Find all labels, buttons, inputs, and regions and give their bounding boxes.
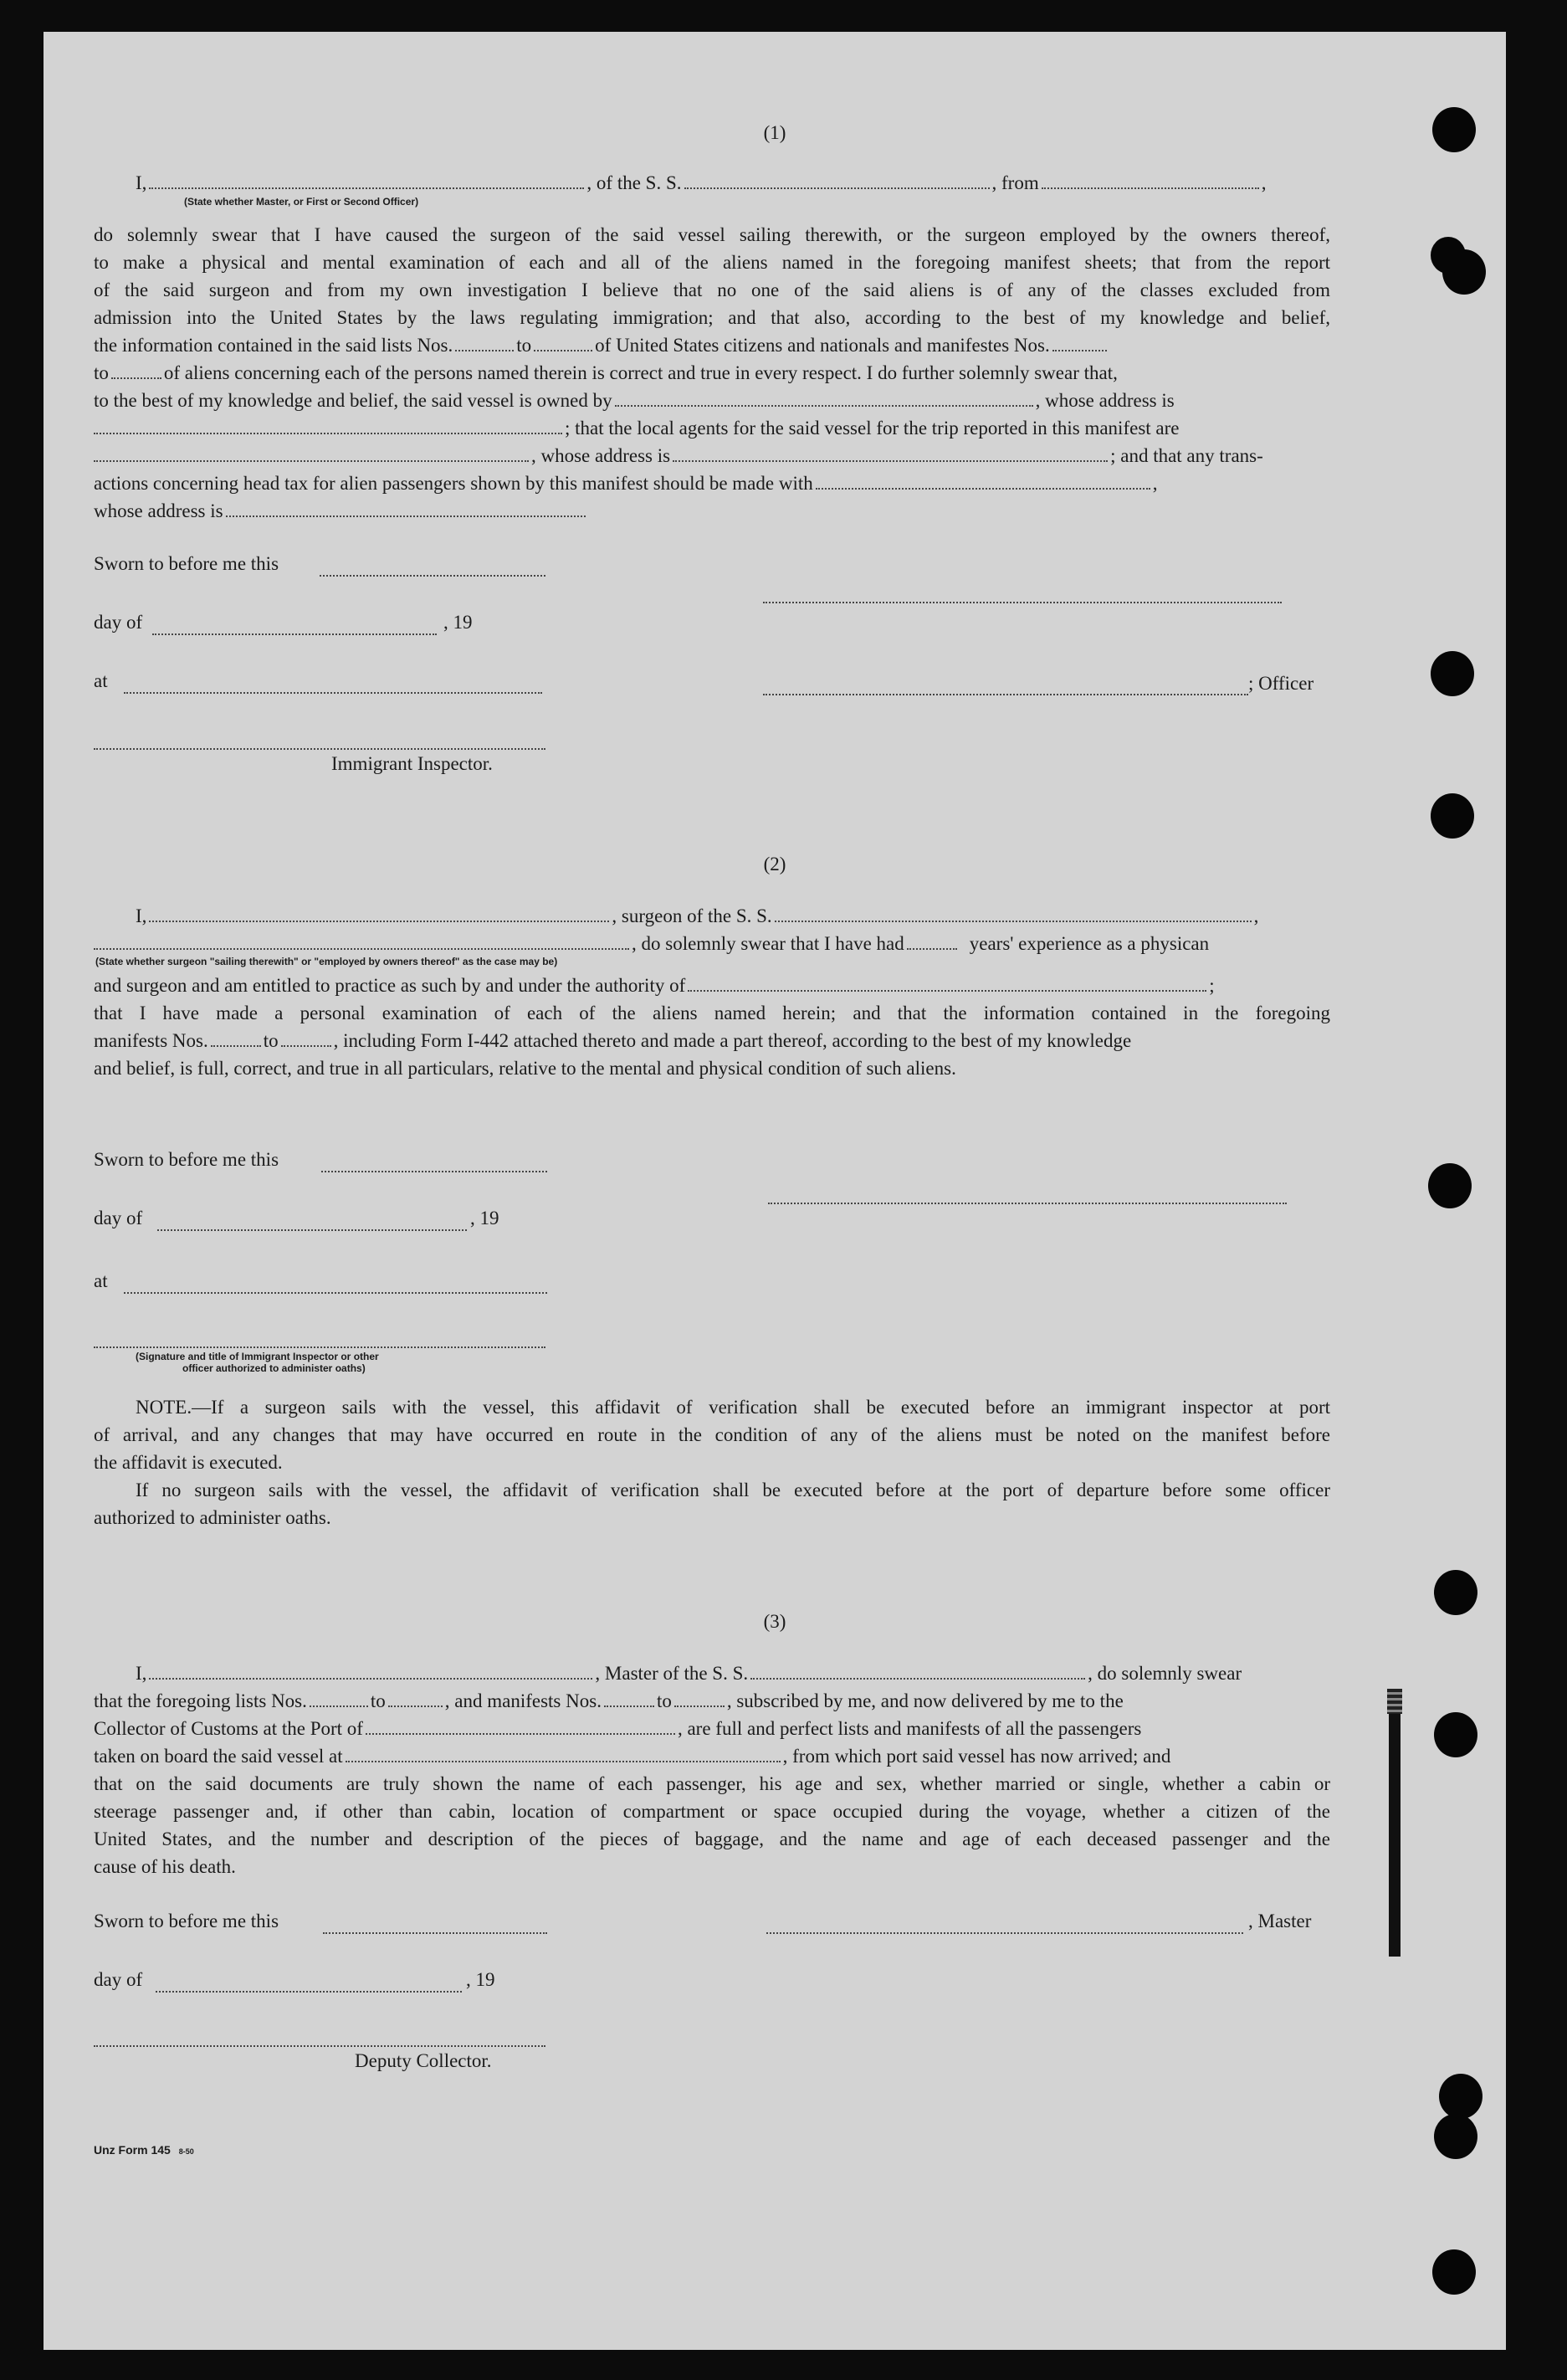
note-line: If no surgeon sails with the vessel, the affidavit of verification shall be executed before at the port of departure before some officer: [136, 1480, 1330, 1500]
line-end: ;: [1209, 975, 1215, 996]
vessel-name-field[interactable]: [750, 1677, 1085, 1680]
section-1-agents-line: [94, 414, 1330, 442]
section-3-collector-line: [94, 1715, 1330, 1742]
tape-strip: [1389, 1705, 1401, 1957]
officer-name-field[interactable]: [149, 187, 584, 189]
lists-label: the information contained in the said lists Nos.: [94, 335, 453, 356]
manifests-to-field[interactable]: [281, 1044, 331, 1047]
vessel-name-field[interactable]: [775, 920, 1252, 922]
note-line: of arrival, and any changes that may have occurred en route in the condition of any of the aliens must be noted on the manifest before: [94, 1424, 1330, 1445]
port-field[interactable]: [366, 1732, 675, 1735]
lists-from-field[interactable]: [310, 1705, 368, 1707]
section-1-body-line: of the said surgeon and from my own investigation I believe that no one of the said aliens is of any of the classes excluded from: [94, 280, 1330, 300]
section-1-oath-line: [136, 169, 1330, 197]
section-3-taken-line: [94, 1742, 1330, 1770]
note-line: NOTE.—If a surgeon sails with the vessel, this affidavit of verification shall be executed before an immigrant inspector at port: [136, 1397, 1330, 1418]
line-end: ,: [1152, 473, 1158, 494]
section-3-body-line: steerage passenger and, if other than cabin, location of compartment or space occupied during the voyage, whether a citizen of the: [94, 1801, 1330, 1822]
at-label: at: [94, 1270, 108, 1291]
manifests-from-field[interactable]: [211, 1044, 261, 1047]
day-of-field[interactable]: [157, 1228, 467, 1231]
to-label: to: [370, 1690, 386, 1711]
owner-address-label: , whose address is: [1035, 390, 1175, 411]
swear-label: , do solemnly swear: [1088, 1663, 1242, 1684]
agents-field[interactable]: [94, 459, 529, 462]
note-line: authorized to administer oaths.: [94, 1507, 331, 1528]
section-2-number: (2): [763, 854, 786, 875]
at-field[interactable]: [124, 1291, 547, 1294]
section-2-entitled-line: [94, 972, 1330, 999]
sworn-date-field[interactable]: [323, 1931, 547, 1934]
section-1-lists-line: [94, 331, 1330, 359]
day-of-field[interactable]: [156, 1990, 462, 1993]
oath-i: I,: [136, 1663, 147, 1684]
at-field[interactable]: [124, 691, 542, 694]
taken-label: taken on board the said vessel at: [94, 1746, 343, 1767]
deputy-label: Deputy Collector.: [355, 2050, 492, 2071]
surgeon-name-field[interactable]: [149, 920, 609, 922]
owner-field[interactable]: [615, 404, 1033, 407]
whose-address-label: whose address is: [94, 500, 223, 521]
to-label: to: [656, 1690, 672, 1711]
section-1-aliens-line: [94, 359, 1330, 387]
solemnly-label: , do solemnly swear that I have had: [632, 933, 904, 954]
from-port-field[interactable]: [1042, 187, 1259, 189]
surgeon-type-field[interactable]: [94, 947, 629, 950]
master-label: , Master: [1248, 1911, 1312, 1931]
section-1-body-line: do solemnly swear that I have caused the surgeon of the said vessel sailing therewith, or the surgeon employed by the owners thereof,: [94, 224, 1330, 245]
line-end: ,: [1261, 172, 1267, 193]
line-end: ,: [1253, 905, 1259, 926]
signature-note: officer authorized to administer oaths): [182, 1362, 366, 1374]
sworn-label: Sworn to before me this: [94, 1911, 279, 1931]
section-3-body-line: United States, and the number and description of the pieces of baggage, and the name and age of each deceased passenger and the: [94, 1829, 1330, 1849]
form-date: 8-50: [178, 2147, 194, 2156]
surgeon-of-label: , surgeon of the S. S.: [612, 905, 772, 926]
section-3-body-line: cause of his death.: [94, 1856, 236, 1877]
officer-title-field[interactable]: [763, 693, 1248, 695]
collector-label: Collector of Customs at the Port of: [94, 1718, 363, 1739]
signature-note: (Signature and title of Immigrant Inspector or other: [136, 1351, 379, 1362]
section-1-head-tax-line: [94, 469, 1330, 497]
section-1-owned-line: [94, 387, 1330, 414]
trans-label: ; and that any trans-: [1110, 445, 1263, 466]
oath-i: I,: [136, 905, 147, 926]
subscribed-label: , subscribed by me, and now delivered by me to the: [726, 1690, 1124, 1711]
inspector-signature-field[interactable]: [94, 747, 545, 750]
day-of-label: day of: [94, 1969, 143, 1990]
section-3-master-line: [136, 1659, 1330, 1687]
of-ss-label: , of the S. S.: [586, 172, 682, 193]
form-id: Unz Form 145: [94, 2143, 171, 2157]
section-1-body-line: admission into the United States by the laws regulating immigration; and that also, according to the best of my knowledge and belief,: [94, 307, 1330, 328]
lists-label: that the foregoing lists Nos.: [94, 1690, 307, 1711]
manifests-to-field[interactable]: [674, 1705, 725, 1707]
agents-label: ; that the local agents for the said vessel for the trip reported in this manifest are: [565, 418, 1180, 439]
perfect-lists-label: , are full and perfect lists and manifests of all the passengers: [677, 1718, 1142, 1739]
inspector-signature-field[interactable]: [94, 1346, 545, 1348]
tape-strip-edge: [1387, 1689, 1402, 1714]
to-label: to: [516, 335, 532, 356]
deputy-signature-field[interactable]: [94, 2044, 545, 2047]
sworn-date-field[interactable]: [321, 1170, 547, 1172]
arrived-label: , from which port said vessel has now arrived; and: [782, 1746, 1171, 1767]
manifest-form-sheet: [44, 32, 1506, 2350]
lists-to-field[interactable]: [534, 349, 592, 351]
binder-hole: [1432, 2249, 1476, 2295]
section-2-experience-line: [94, 930, 1330, 957]
manifests-label: , and manifests Nos.: [444, 1690, 602, 1711]
binder-hole: [1434, 1712, 1477, 1757]
form-i442-text: , including Form I-442 attached thereto and made a part thereof, according to the best of my knowledge: [333, 1030, 1132, 1051]
citizens-label: of United States citizens and nationals and manifestes Nos.: [595, 335, 1050, 356]
section-1-agents-address-line: [94, 442, 1330, 469]
binder-hole: [1431, 651, 1474, 696]
inspector-label: Immigrant Inspector.: [331, 753, 493, 774]
officer-signature-field[interactable]: [763, 601, 1282, 603]
section-1-body-line: to make a physical and mental examination of each and all of the aliens named in the foregoing manifest sheets; that from the report: [94, 252, 1330, 273]
entitled-label: and surgeon and am entitled to practice as such by and under the authority of: [94, 975, 686, 996]
lists-to-field[interactable]: [388, 1705, 443, 1707]
manifests-from-field[interactable]: [604, 1705, 654, 1707]
binder-hole: [1439, 2074, 1483, 2119]
year-label: , 19: [470, 1208, 499, 1228]
binder-hole: [1434, 1570, 1477, 1615]
year-label: , 19: [466, 1969, 495, 1990]
years-field[interactable]: [907, 947, 957, 950]
head-tax-field[interactable]: [816, 487, 1150, 490]
at-label: at: [94, 670, 108, 691]
head-tax-address-field[interactable]: [226, 515, 586, 517]
day-of-field[interactable]: [152, 633, 437, 635]
authority-field[interactable]: [688, 989, 1206, 992]
sworn-date-field[interactable]: [320, 574, 545, 577]
day-of-label: day of: [94, 612, 143, 633]
binder-hole: [1431, 237, 1466, 274]
years-label: years' experience as a physican: [969, 933, 1210, 954]
binder-hole: [1431, 793, 1474, 839]
binder-hole: [1434, 2114, 1477, 2159]
year-label: , 19: [443, 612, 473, 633]
master-name-field[interactable]: [149, 1677, 592, 1680]
section-2-belief-line: and belief, is full, correct, and true in all particulars, relative to the mental and physical condition of such aliens.: [94, 1058, 956, 1079]
form-number: [94, 2144, 194, 2157]
section-2-manifests-line: [94, 1027, 1330, 1054]
day-of-label: day of: [94, 1208, 143, 1228]
section-1-whose-line: [94, 497, 1330, 525]
from-label: , from: [991, 172, 1039, 193]
surgeon-signature-field[interactable]: [768, 1202, 1287, 1204]
officer-label: ; Officer: [1248, 673, 1314, 694]
manifests-label: manifests Nos.: [94, 1030, 208, 1051]
section-2-surgeon-line: [136, 902, 1330, 930]
agents-address-label: , whose address is: [531, 445, 671, 466]
sworn-label: Sworn to before me this: [94, 1149, 279, 1170]
head-tax-label: actions concerning head tax for alien passengers shown by this manifest should be made with: [94, 473, 813, 494]
note-line: the affidavit is executed.: [94, 1452, 283, 1473]
master-signature-field[interactable]: [766, 1931, 1243, 1934]
to-label: to: [94, 362, 109, 383]
section-3-lists-line: [94, 1687, 1330, 1715]
section-3-number: (3): [763, 1611, 786, 1632]
owner-address-field[interactable]: [94, 432, 562, 434]
master-of-label: , Master of the S. S.: [595, 1663, 749, 1684]
agents-address-field[interactable]: [673, 459, 1108, 462]
boarding-port-field[interactable]: [346, 1760, 781, 1762]
sworn-label: Sworn to before me this: [94, 553, 279, 574]
surgeon-type-note: (State whether surgeon "sailing therewith" or "employed by owners thereof" as the case may be): [95, 956, 558, 967]
oath-i: I,: [136, 172, 147, 193]
officer-title-note: (State whether Master, or First or Second Officer): [184, 196, 419, 208]
section-3-body-line: that on the said documents are truly shown the name of each passenger, his age and sex, whether married or single, whether a cabin or: [94, 1773, 1330, 1794]
vessel-name-field[interactable]: [684, 187, 990, 189]
manifests-to-field[interactable]: [111, 377, 161, 379]
section-2-examination-line: that I have made a personal examination of each of the aliens named herein; and that the information contained in the foregoing: [94, 1003, 1330, 1023]
section-1-number: (1): [763, 122, 786, 143]
manifests-from-field[interactable]: [1052, 349, 1107, 351]
to-label: to: [263, 1030, 279, 1051]
owned-label: to the best of my knowledge and belief, the said vessel is owned by: [94, 390, 612, 411]
aliens-text: of aliens concerning each of the persons named therein is correct and true in every respect. I do further solemnly swear that,: [163, 362, 1118, 383]
binder-hole: [1428, 1163, 1472, 1208]
lists-from-field[interactable]: [455, 349, 514, 351]
